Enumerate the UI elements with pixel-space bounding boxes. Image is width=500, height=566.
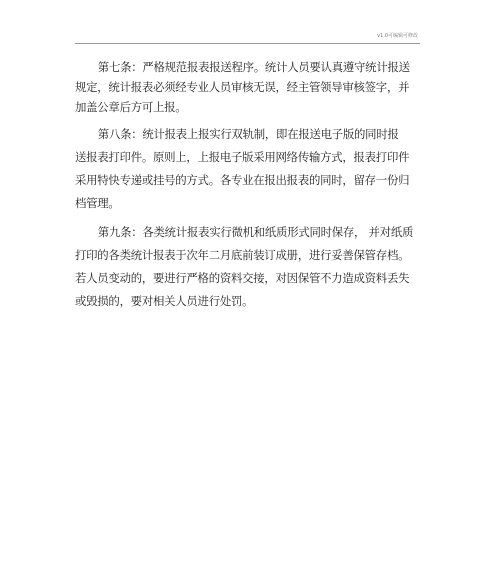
header-note: v1.0可编辑可修改	[377, 33, 418, 39]
article-7-line-2: 规定，统计报表必须经专业人员审核无误，经主管领导审核签字，并	[75, 80, 410, 94]
article-8-line-2: 送报表打印件。原则上，上报电子版采用网络传输方式，报表打印件	[75, 150, 410, 164]
article-9-paragraph	[75, 221, 420, 313]
document-body	[75, 57, 420, 319]
article-9-line-3: 若人员变动的，要进行严格的资料交接，对因保管不力造成资料丢失	[75, 271, 410, 285]
article-9-line-1: 第九条：各类统计报表实行微机和纸质形式同时保存， 并对纸质	[97, 225, 414, 239]
article-7-paragraph	[75, 57, 420, 117]
header-rule	[75, 43, 420, 44]
article-7-line-3: 加盖公章后方可上报。	[75, 100, 187, 114]
article-8-line-4: 档管理。	[75, 196, 120, 210]
article-9-line-4: 或毁损的，要对相关人员进行处罚。	[75, 294, 254, 308]
article-8-paragraph	[75, 123, 420, 215]
article-8-line-1: 第八条：统计报表上报实行双轨制，即在报送电子版的同时报	[97, 127, 399, 141]
article-9-line-2: 打印的各类统计报表于次年二月底前装订成册，进行妥善保管存档。	[75, 248, 410, 262]
article-8-line-3: 采用特快专递或挂号的方式。各专业在报出报表的同时，留存一份归	[75, 173, 410, 187]
article-7-line-1: 第七条：严格规范报表报送程序。统计人员要认真遵守统计报送	[97, 60, 410, 74]
